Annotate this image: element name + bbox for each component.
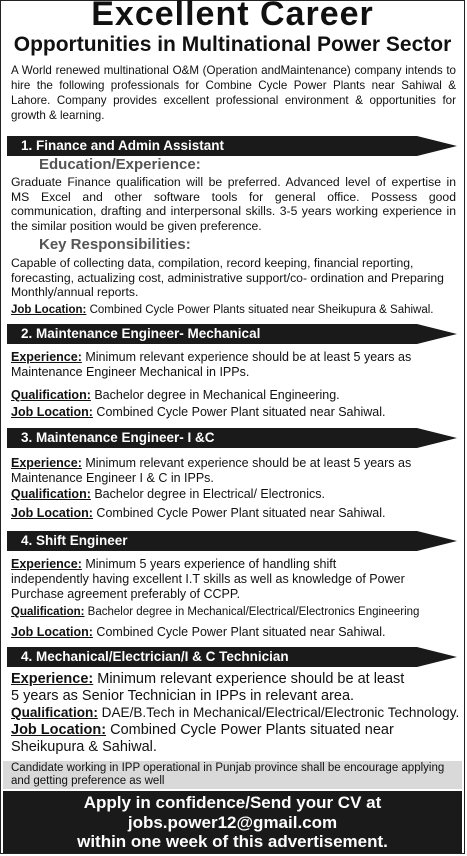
job2-qualification — [11, 388, 456, 403]
job4-experience-line3: Purchase agreement preferably of CCPP. — [11, 587, 241, 601]
job5-experience-line2: 5 years as Senior Technician in IPPs in relevant area. — [11, 688, 355, 704]
job5-location-label: Job Location: — [11, 722, 107, 738]
job1-education-text: Graduate Finance qualification will be preferred. Advanced level of expertise in MS Excel and other software tools for general office. Possess good communication, drafting and interpersonal skills. 3-5 years working experience in the similar position would be given preference. — [11, 175, 456, 233]
job3-qualification-label: Qualification: — [11, 487, 91, 501]
job4-qualification-value: Bachelor degree in Mechanical/Electrical/Electronics Engineering — [84, 606, 420, 618]
job3-experience-line2: Maintenance Engineer I & C in IPPs. — [11, 471, 214, 485]
job2-experience — [11, 350, 456, 365]
job5-location — [11, 722, 456, 738]
job2-experience-line1: Minimum relevant experience should be at least 5 years as — [81, 350, 412, 364]
job1-education-heading: Education/Experience: — [39, 156, 201, 173]
job2-experience-label: Experience: — [11, 350, 82, 364]
job2-location — [11, 405, 456, 420]
job2-heading: 2. Maintenance Engineer- Mechanical — [7, 324, 417, 344]
job3-location — [11, 506, 456, 521]
job5-experience-line1: Minimum relevant experience should be at least — [93, 671, 405, 687]
job1-responsibilities-text: Capable of collecting data, compilation, record keeping, financial reporting, forecasting, actualizing cost, administrative support/co- ordination and Preparing Monthly/annual reports. — [11, 256, 444, 299]
job4-experience-label: Experience: — [11, 557, 82, 571]
job3-experience-label: Experience: — [11, 456, 82, 470]
job5-qualification — [11, 705, 460, 721]
job5-qualification-value: DAE/B.Tech in Mechanical/Electrical/Electronic Technology. — [97, 705, 460, 720]
job4-location-label: Job Location: — [11, 625, 93, 639]
job4-experience — [11, 557, 456, 572]
ad-title: Excellent Career — [91, 0, 374, 33]
job5-experience-label: Experience: — [11, 671, 94, 687]
job2-location-value: Combined Cycle Power Plant situated near Sahiwal. — [92, 405, 386, 419]
job5-heading: 4. Mechanical/Electrician/I & C Technician — [7, 647, 417, 667]
job1-location — [11, 303, 456, 318]
job2-qualification-label: Qualification: — [11, 388, 91, 402]
job4-location-value: Combined Cycle Power Plant situated near Sahiwal. — [92, 625, 386, 639]
job5-experience — [11, 671, 456, 687]
job4-qualification-label: Qualification: — [11, 606, 85, 618]
job3-location-value: Combined Cycle Power Plant situated near Sahiwal. — [92, 506, 386, 520]
job1-heading: 1. Finance and Admin Assistant — [7, 136, 417, 156]
apply-line: Apply in confidence/Send your CV at — [83, 793, 382, 812]
job2-location-label: Job Location: — [11, 405, 93, 419]
job4-experience-line2: independently having excellent I.T skills as well as knowledge of Power — [11, 572, 405, 586]
job5-location-value: Combined Cycle Power Plants situated near — [106, 722, 394, 738]
job3-experience — [11, 456, 456, 471]
intro-paragraph: A World renewed multinational O&M (Operation andMaintenance) company intends to hire the following professionals for Combine Cycle Power Plants near Sahiwal & Lahore. Company provides excellent professional environment & opportunities for growth & learning. — [11, 64, 456, 122]
job4-qualification — [11, 605, 456, 620]
job4-heading: 4. Shift Engineer — [7, 531, 417, 551]
deadline-line: within one week of this advertisement. — [77, 832, 388, 851]
job5-location-line2: Sheikupura & Sahiwal. — [11, 739, 157, 755]
job1-location-label: Job Location: — [11, 304, 87, 316]
apply-footer — [3, 791, 462, 853]
contact-email[interactable]: jobs.power12@gmail.com — [127, 812, 338, 832]
preference-note: Candidate working in IPP operational in Punjab province shall be encourage applying and getting preference as well — [3, 761, 462, 789]
job1-responsibilities-heading: Key Responsibilities: — [39, 236, 191, 253]
job3-qualification — [11, 487, 456, 502]
ad-subtitle: Opportunities in Multinational Power Sector — [13, 33, 452, 56]
job4-experience-line1: Minimum 5 years experience of handling shift — [81, 557, 337, 571]
job3-qualification-value: Bachelor degree in Electrical/ Electronics. — [90, 487, 326, 501]
job4-location — [11, 625, 456, 640]
job1-location-value: Combined Cycle Power Plants situated near Sheikupura & Sahiwal. — [86, 304, 434, 316]
job2-qualification-value: Bachelor degree in Mechanical Engineering. — [90, 388, 340, 402]
job2-experience-line2: Maintenance Engineer Mechanical in IPPs. — [11, 365, 250, 379]
job5-qualification-label: Qualification: — [11, 705, 98, 720]
job3-location-label: Job Location: — [11, 506, 93, 520]
job3-heading: 3. Maintenance Engineer- I &C — [7, 428, 417, 448]
job3-experience-line1: Minimum relevant experience should be at least 5 years as — [81, 456, 412, 470]
